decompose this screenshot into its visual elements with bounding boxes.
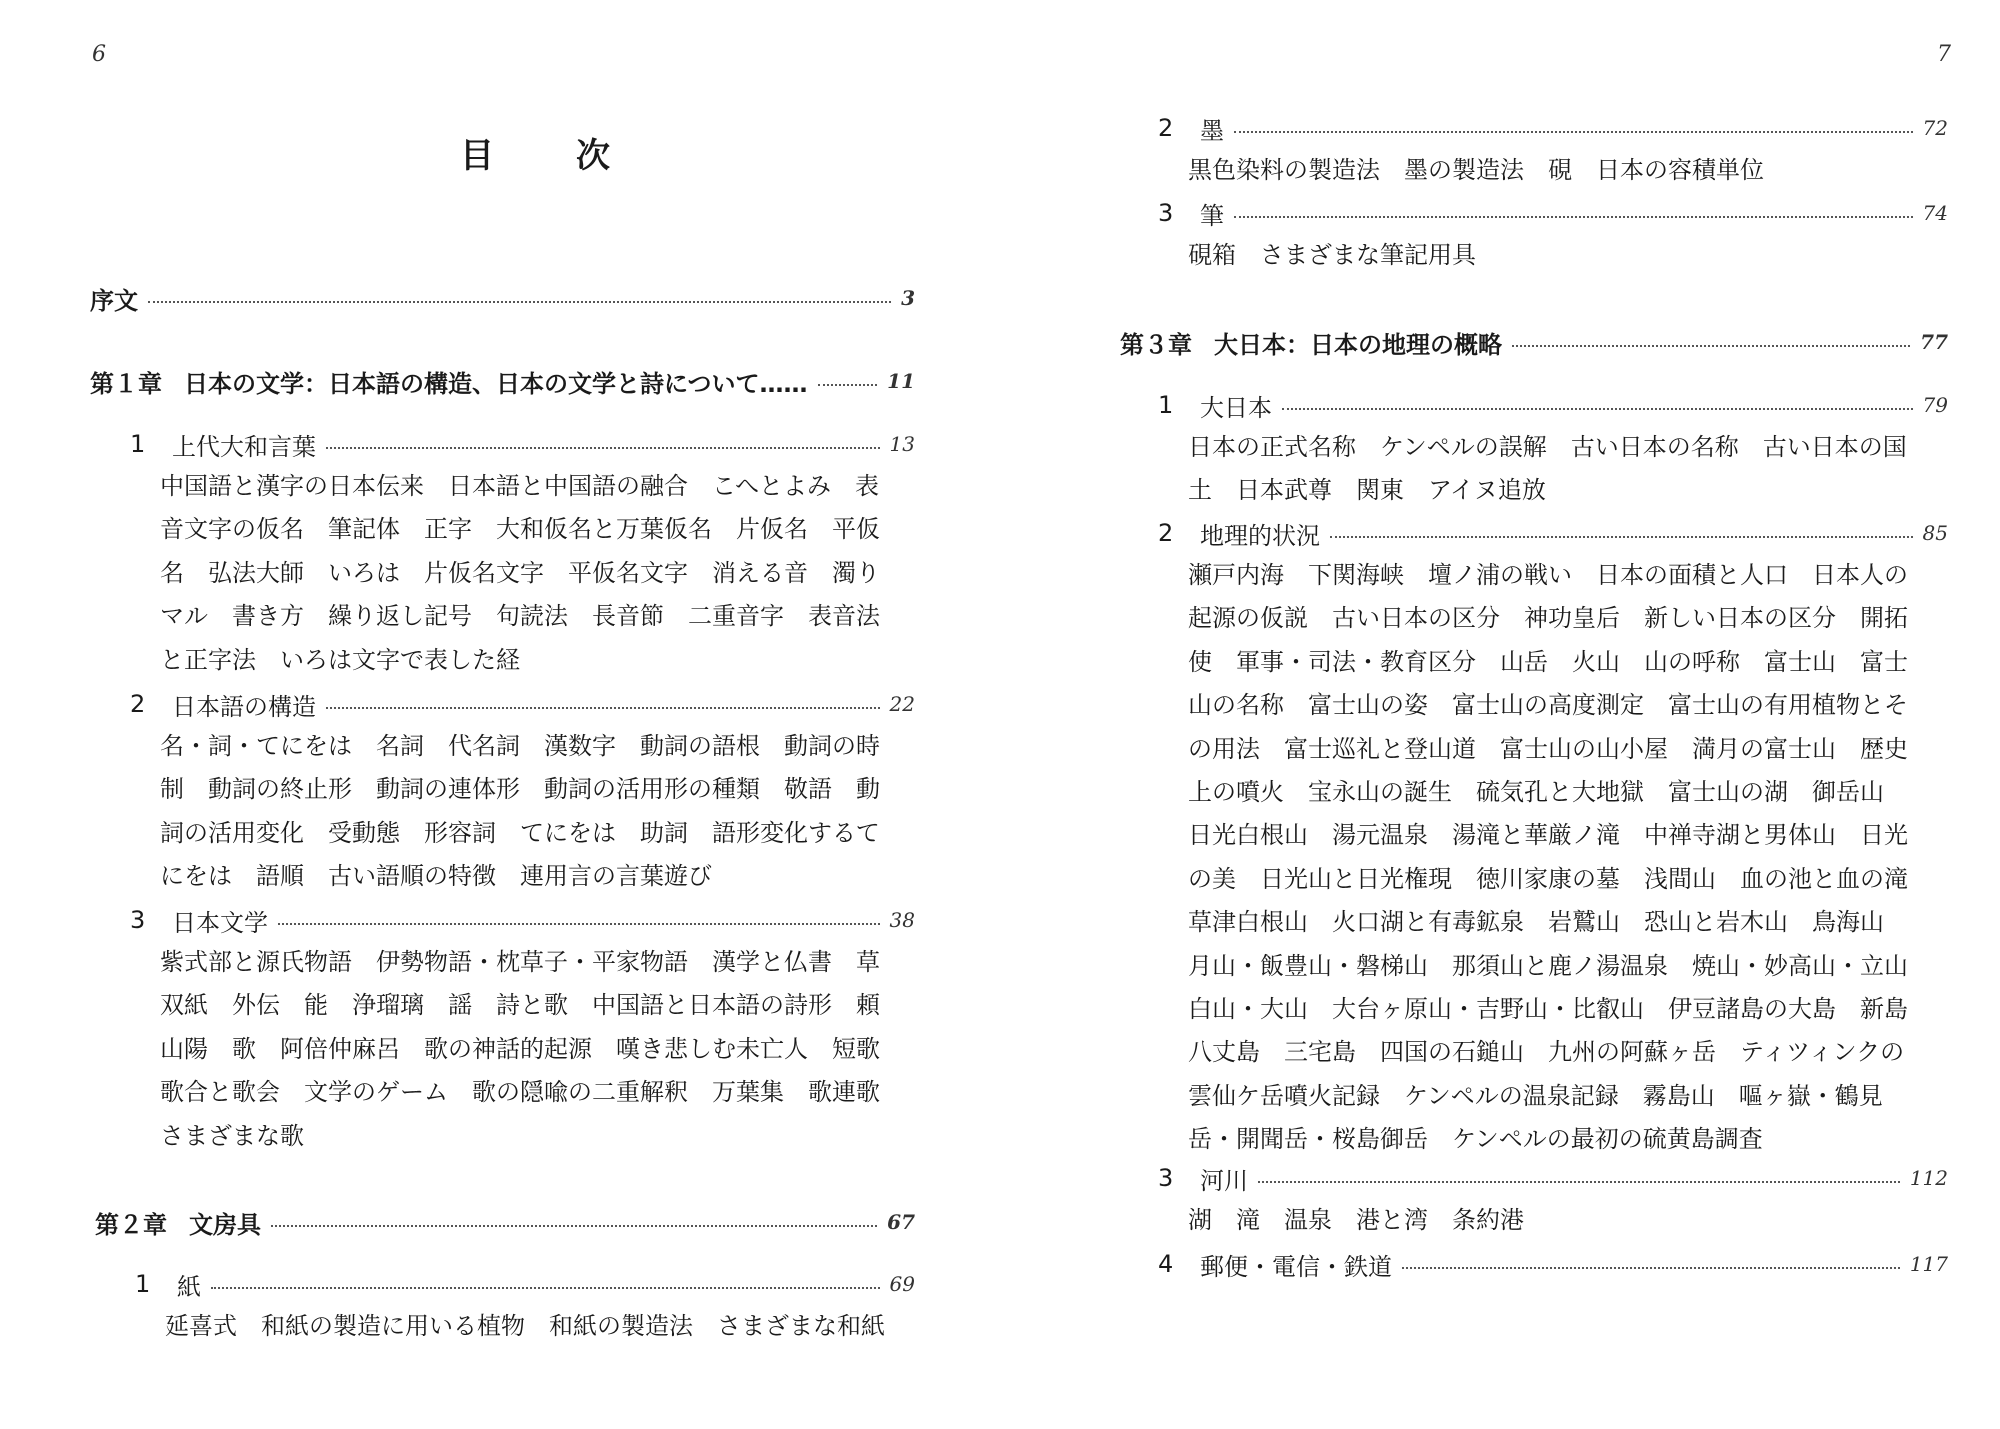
subtopic-line: 八丈島 三宅島 四国の石鎚山 九州の阿蘇ヶ岳 ティツィンクの — [1188, 1038, 1905, 1067]
section-title: 紙 — [177, 1272, 201, 1301]
subtopic-line: の用法 富士巡礼と登山道 富士山の山小屋 満月の富士山 歴史 — [1188, 734, 1908, 763]
subtopic-line: さまざまな歌 — [160, 1121, 304, 1150]
toc-entry-section-2-2[interactable] — [1158, 108, 1948, 148]
leader-dots — [1512, 345, 1910, 347]
toc-entry-section-3-2[interactable] — [1158, 513, 1948, 553]
section-subtopics — [160, 941, 920, 1158]
section-number: 2 — [1158, 114, 1174, 142]
entry-label: 序文 — [90, 286, 138, 315]
section-title: 上代大和言葉 — [172, 432, 316, 461]
subtopic-line: 紫式部と源氏物語 伊勢物語・枕草子・平家物語 漢学と仏書 草 — [160, 948, 880, 976]
toc-entry-preface[interactable] — [90, 278, 915, 318]
subtopic-line: 詞の活用変化 受動態 形容詞 てにをは 助詞 語形変化するて — [160, 818, 880, 847]
chapter-title: 大日本：日本の地理の概略 — [1214, 330, 1502, 359]
toc-entry-chapter-1[interactable] — [90, 361, 915, 401]
section-title: 墨 — [1200, 116, 1224, 145]
chapter-number: 第２章 — [95, 1210, 167, 1239]
section-subtopics — [165, 1305, 925, 1348]
entry-page-number: 72 — [1922, 116, 1948, 140]
chapter-number: 第３章 — [1120, 330, 1192, 359]
subtopic-line: マル 書き方 繰り返し記号 句読法 長音節 二重音字 表音法 — [160, 602, 880, 631]
entry-page-number: 117 — [1909, 1252, 1948, 1276]
entry-page-number: 85 — [1922, 521, 1948, 545]
leader-dots — [1258, 1181, 1900, 1183]
section-number: 3 — [130, 906, 146, 934]
leader-dots — [271, 1225, 877, 1227]
entry-page-number: 3 — [901, 286, 915, 310]
subtopic-line: 岳・開聞岳・桜島御岳 ケンペルの最初の硫黄島調査 — [1188, 1125, 1763, 1154]
section-number: 1 — [135, 1270, 151, 1298]
entry-page-number: 74 — [1922, 201, 1948, 225]
section-title: 日本語の構造 — [172, 692, 316, 721]
subtopic-line: 中国語と漢字の日本伝来 日本語と中国語の融合 こへとよみ 表 — [160, 472, 880, 500]
subtopic-line: 草津白根山 火口湖と有毒鉱泉 岩鷲山 恐山と岩木山 鳥海山 — [1188, 908, 1884, 937]
toc-entry-section-3-4[interactable] — [1158, 1244, 1948, 1284]
entry-page-number: 22 — [889, 692, 915, 716]
entry-page-number: 79 — [1922, 393, 1948, 417]
page-number: 6 — [92, 42, 106, 67]
leader-dots — [1402, 1267, 1900, 1269]
section-number: 3 — [1158, 199, 1174, 227]
leader-dots — [326, 447, 880, 449]
subtopic-line: 音文字の仮名 筆記体 正字 大和仮名と万葉仮名 片仮名 平仮 — [160, 515, 880, 544]
subtopic-line: 土 日本武尊 関東 アイヌ追放 — [1188, 476, 1546, 505]
toc-title: 目 次 — [460, 136, 634, 176]
section-subtopics — [1188, 149, 1948, 192]
leader-dots — [211, 1287, 880, 1289]
section-subtopics — [1188, 1199, 1948, 1242]
leader-dots — [818, 384, 878, 386]
subtopic-line: 日本の正式名称 ケンペルの誤解 古い日本の名称 古い日本の国 — [1188, 433, 1907, 461]
section-number: 2 — [130, 690, 146, 718]
leader-dots — [278, 923, 880, 925]
section-number: 2 — [1158, 519, 1174, 547]
leader-dots — [326, 707, 880, 709]
subtopic-line: 白山・大山 大台ヶ原山・吉野山・比叡山 伊豆諸島の大島 新島 — [1188, 995, 1908, 1024]
chapter-title: 文房具 — [189, 1210, 261, 1239]
subtopic-line: 歌合と歌会 文学のゲーム 歌の隠喩の二重解釈 万葉集 歌連歌 — [160, 1078, 880, 1107]
entry-page-number: 69 — [889, 1272, 915, 1296]
subtopic-line: 瀬戸内海 下関海峡 壇ノ浦の戦い 日本の面積と人口 日本人の — [1188, 561, 1908, 589]
entry-page-number: 11 — [887, 369, 915, 393]
entry-page-number: 77 — [1920, 330, 1948, 354]
toc-entry-section-2-1[interactable] — [135, 1264, 915, 1304]
section-title: 日本文学 — [172, 908, 268, 937]
section-title: 筆 — [1200, 201, 1224, 230]
entry-page-number: 112 — [1909, 1166, 1948, 1190]
subtopic-line: 湖 滝 温泉 港と湾 条約港 — [1188, 1206, 1524, 1234]
subtopic-line: 月山・飯豊山・磐梯山 那須山と鹿ノ湯温泉 焼山・妙高山・立山 — [1188, 951, 1908, 980]
subtopic-line: 上の噴火 宝永山の誕生 硫気孔と大地獄 富士山の湖 御岳山 — [1188, 778, 1884, 807]
subtopic-line: 使 軍事・司法・教育区分 山岳 火山 山の呼称 富士山 富士 — [1188, 647, 1908, 676]
subtopic-line: 双紙 外伝 能 浄瑠璃 謡 詩と歌 中国語と日本語の詩形 頼 — [160, 991, 880, 1020]
subtopic-line: 山の名称 富士山の姿 富士山の高度測定 富士山の有用植物とそ — [1188, 691, 1908, 720]
leader-dots — [1282, 408, 1913, 410]
entry-page-number: 38 — [889, 908, 915, 932]
subtopic-line: 日光白根山 湯元温泉 湯滝と華厳ノ滝 中禅寺湖と男体山 日光 — [1188, 821, 1908, 850]
entry-page-number: 67 — [887, 1210, 915, 1234]
section-number: 3 — [1158, 1164, 1174, 1192]
section-subtopics — [160, 725, 920, 899]
section-title: 地理的状況 — [1200, 521, 1320, 550]
section-number: 4 — [1158, 1250, 1174, 1278]
entry-page-number: 13 — [889, 432, 915, 456]
toc-entry-section-1-1[interactable] — [130, 424, 915, 464]
chapter-number: 第１章 — [90, 369, 162, 398]
leader-dots — [1330, 536, 1913, 538]
toc-entry-section-1-2[interactable] — [130, 684, 915, 724]
subtopic-line: 名 弘法大師 いろは 片仮名文字 平仮名文字 消える音 濁り — [160, 558, 880, 587]
toc-entry-section-1-3[interactable] — [130, 900, 915, 940]
right-page — [1000, 0, 2000, 1429]
section-subtopics — [1188, 554, 1948, 1162]
section-number: 1 — [1158, 391, 1174, 419]
subtopic-line: 山陽 歌 阿倍仲麻呂 歌の神話的起源 嘆き悲しむ未亡人 短歌 — [160, 1034, 880, 1063]
subtopic-line: 延喜式 和紙の製造に用いる植物 和紙の製造法 さまざまな和紙 — [165, 1312, 885, 1340]
subtopic-line: 黒色染料の製造法 墨の製造法 硯 日本の容積単位 — [1188, 156, 1764, 184]
section-title: 大日本 — [1200, 393, 1272, 422]
toc-entry-section-3-1[interactable] — [1158, 385, 1948, 425]
toc-entry-chapter-3[interactable] — [1120, 322, 1948, 362]
subtopic-line: 起源の仮説 古い日本の区分 神功皇后 新しい日本の区分 開拓 — [1188, 604, 1908, 633]
leader-dots — [1234, 131, 1913, 133]
subtopic-line: にをは 語順 古い語順の特徴 連用言の言葉遊び — [160, 862, 712, 891]
section-title: 河川 — [1200, 1166, 1248, 1195]
subtopic-line: 硯箱 さまざまな筆記用具 — [1188, 241, 1476, 269]
section-subtopics — [160, 465, 920, 682]
section-title: 郵便・電信・鉄道 — [1200, 1252, 1392, 1281]
chapter-title: 日本の文学：日本語の構造、日本の文学と詩について…… — [184, 369, 808, 398]
section-subtopics — [1188, 426, 1948, 513]
leader-dots — [1234, 216, 1913, 218]
subtopic-line: の美 日光山と日光権現 徳川家康の墓 浅間山 血の池と血の滝 — [1188, 864, 1908, 893]
leader-dots — [148, 301, 891, 303]
toc-entry-chapter-2[interactable] — [95, 1202, 915, 1242]
section-number: 1 — [130, 430, 146, 458]
page-number: 7 — [1937, 42, 1951, 67]
subtopic-line: と正字法 いろは文字で表した経 — [160, 645, 520, 674]
subtopic-line: 制 動詞の終止形 動詞の連体形 動詞の活用形の種類 敬語 動 — [160, 775, 880, 804]
subtopic-line: 雲仙ケ岳噴火記録 ケンペルの温泉記録 霧島山 嘔ヶ嶽・鶴見 — [1188, 1081, 1883, 1110]
toc-entry-section-2-3[interactable] — [1158, 193, 1948, 233]
section-subtopics — [1188, 234, 1948, 277]
subtopic-line: 名・詞・てにをは 名詞 代名詞 漢数字 動詞の語根 動詞の時 — [160, 732, 880, 760]
toc-entry-section-3-3[interactable] — [1158, 1158, 1948, 1198]
